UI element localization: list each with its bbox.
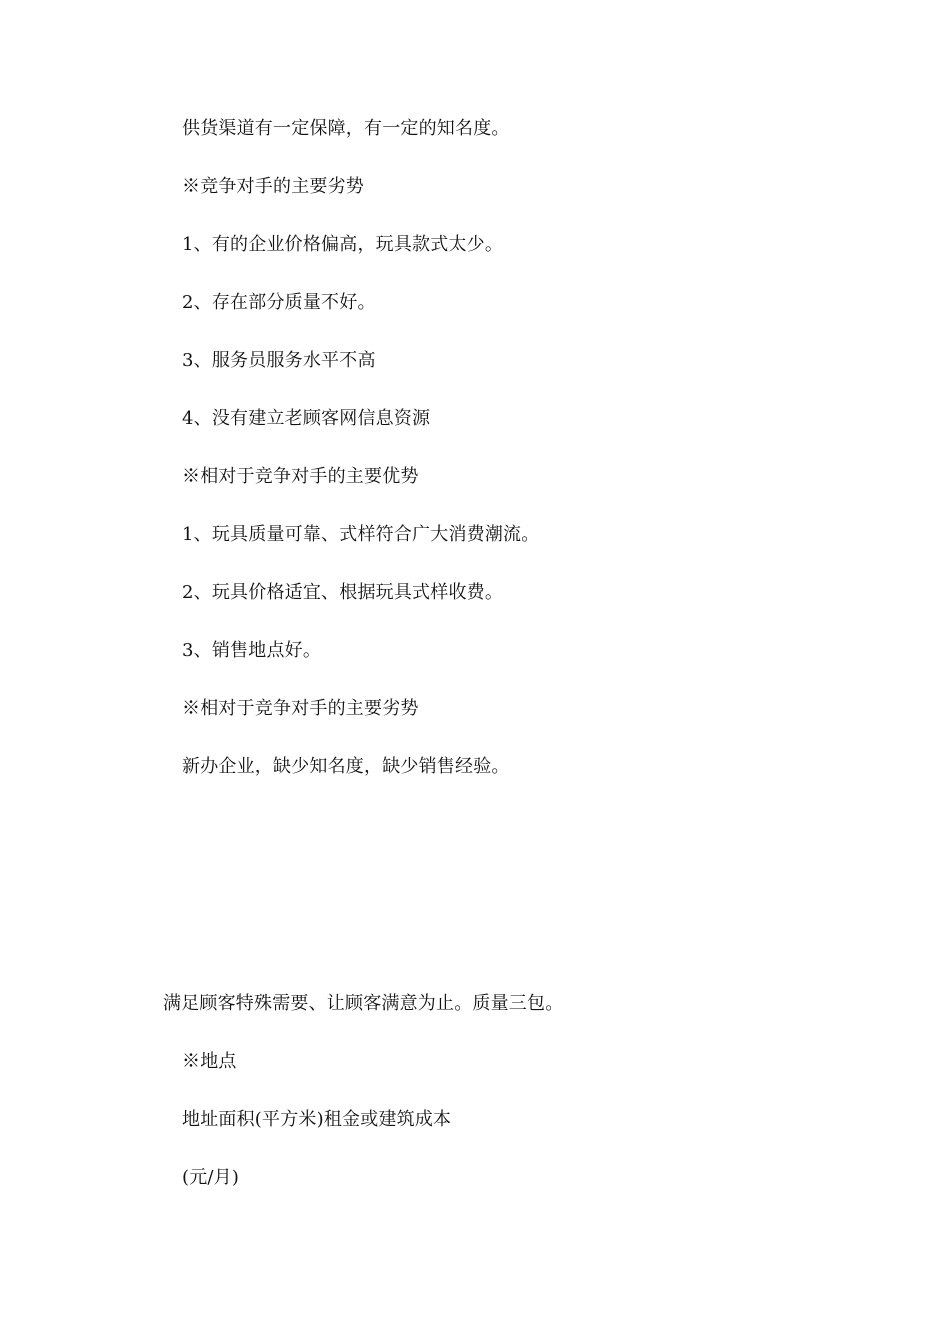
heading-location: ※地点 (182, 1051, 237, 1072)
list-item-advantage-3: 3、销售地点好。 (182, 640, 322, 661)
list-item-weakness-1: 1、有的企业价格偏高，玩具款式太少。 (182, 234, 504, 255)
list-item-advantage-1: 1、玩具质量可靠、式样符合广大消费潮流。 (182, 524, 540, 545)
list-item-weakness-2: 2、存在部分质量不好。 (182, 292, 376, 313)
table-header-unit: (元/月) (182, 1167, 240, 1188)
heading-relative-disadvantages: ※相对于竞争对手的主要劣势 (182, 698, 419, 719)
list-item-weakness-4: 4、没有建立老顾客网信息资源 (182, 408, 431, 429)
table-header-address-area-rent: 地址面积(平方米)租金或建筑成本 (182, 1109, 452, 1130)
heading-relative-advantages: ※相对于竞争对手的主要优势 (182, 466, 419, 487)
paragraph-supply-channel: 供货渠道有一定保障，有一定的知名度。 (182, 118, 510, 139)
heading-competitor-weaknesses: ※竞争对手的主要劣势 (182, 176, 364, 197)
paragraph-new-enterprise: 新办企业，缺少知名度，缺少销售经验。 (182, 756, 510, 777)
paragraph-customer-satisfaction: 满足顾客特殊需要、让顾客满意为止。质量三包。 (163, 993, 564, 1014)
list-item-weakness-3: 3、服务员服务水平不高 (182, 350, 376, 371)
list-item-advantage-2: 2、玩具价格适宜、根据玩具式样收费。 (182, 582, 504, 603)
